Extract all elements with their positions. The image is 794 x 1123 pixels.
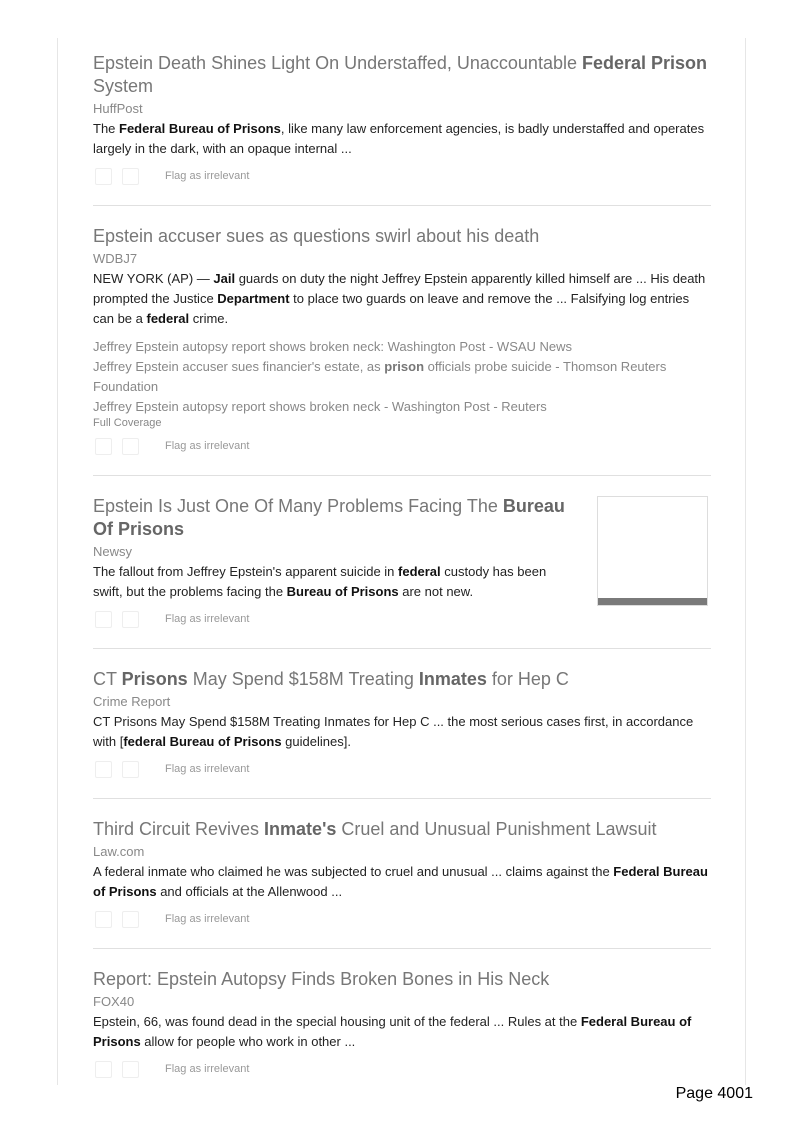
- snippet-text: CT Prisons May Spend $158M Treating Inmates for Hep C ... the most serious cases first, in accordance with [: [93, 714, 694, 749]
- article-title-link[interactable]: [93, 52, 711, 98]
- highlighted-term: Department: [217, 291, 290, 306]
- article-actions: [93, 759, 711, 779]
- highlighted-term: Federal Bureau of Prisons: [93, 1014, 692, 1049]
- highlighted-term: Jail: [213, 271, 236, 286]
- alert-article: [93, 52, 711, 205]
- snippet-text: and officials at the Allenwood ...: [156, 884, 343, 899]
- source-name: Newsy: [93, 544, 133, 559]
- title-text[interactable]: Cruel and Unusual Punishment Lawsuit: [336, 819, 657, 839]
- highlighted-term[interactable]: Inmate's: [264, 819, 337, 839]
- highlighted-term[interactable]: Bureau Of Prisons: [93, 496, 565, 539]
- title-text[interactable]: Report: Epstein Autopsy Finds Broken Bones in His Neck: [93, 969, 550, 989]
- title-text[interactable]: May Spend $158M Treating: [187, 669, 419, 689]
- flag-as-irrelevant-link[interactable]: Flag as irrelevant: [165, 170, 250, 182]
- full-coverage-link[interactable]: Full Coverage: [93, 417, 162, 429]
- alert-article: [93, 475, 711, 648]
- related-text[interactable]: Jeffrey Epstein accuser sues financier's estate, as: [93, 359, 385, 374]
- source-name: FOX40: [93, 994, 135, 1009]
- highlighted-term[interactable]: Inmates: [418, 669, 487, 689]
- article-snippet: [93, 862, 711, 902]
- flag-as-irrelevant-link[interactable]: Flag as irrelevant: [165, 440, 250, 452]
- highlighted-term: federal Bureau of Prisons: [123, 734, 282, 749]
- source-name: WDBJ7: [93, 251, 138, 266]
- snippet-text: The fallout from Jeffrey Epstein's apparent suicide in: [93, 564, 399, 579]
- highlighted-term: federal: [146, 311, 190, 326]
- article-title-link[interactable]: [93, 968, 711, 991]
- title-text[interactable]: Epstein accuser sues as questions swirl about his death: [93, 226, 540, 246]
- twitter-share-icon[interactable]: [122, 438, 139, 455]
- twitter-share-icon[interactable]: [122, 761, 139, 778]
- twitter-share-icon[interactable]: [122, 1061, 139, 1078]
- highlighted-term[interactable]: prison: [384, 359, 425, 374]
- alert-article-list: [93, 52, 711, 1098]
- article-actions: [93, 1059, 711, 1079]
- snippet-text: NEW YORK (AP) —: [93, 271, 214, 286]
- twitter-share-icon[interactable]: [122, 911, 139, 928]
- title-text[interactable]: System: [93, 76, 154, 96]
- facebook-share-icon[interactable]: [95, 911, 112, 928]
- snippet-text: custody has been swift, but the problems facing the: [93, 564, 547, 599]
- snippet-text: allow for people who work in other ...: [140, 1034, 356, 1049]
- highlighted-term[interactable]: Federal Prison: [581, 53, 708, 73]
- article-title-link[interactable]: [93, 818, 711, 841]
- title-text[interactable]: for Hep C: [486, 669, 569, 689]
- facebook-share-icon[interactable]: [95, 168, 112, 185]
- article-title-link[interactable]: [93, 668, 711, 691]
- highlighted-term: federal: [398, 564, 441, 579]
- title-text[interactable]: Epstein Is Just One Of Many Problems Facing The: [93, 496, 503, 516]
- article-actions: [93, 166, 711, 186]
- article-snippet: [93, 269, 711, 329]
- flag-as-irrelevant-link[interactable]: Flag as irrelevant: [165, 913, 250, 925]
- article-title-link[interactable]: [93, 225, 711, 248]
- snippet-text: , like many law enforcement agencies, is badly understaffed and operates largely in the dark, with an opaque internal ...: [93, 121, 705, 156]
- article-snippet: [93, 712, 711, 752]
- source-name: Law.com: [93, 844, 145, 859]
- source-name: Crime Report: [93, 694, 171, 709]
- related-text[interactable]: Jeffrey Epstein autopsy report shows broken neck - Washington Post - Reuters: [93, 399, 547, 414]
- article-thumbnail[interactable]: [597, 496, 708, 606]
- highlighted-term[interactable]: Prisons: [121, 669, 188, 689]
- facebook-share-icon[interactable]: [95, 611, 112, 628]
- highlighted-term: Bureau of Prisons: [286, 584, 399, 599]
- highlighted-term: Federal Bureau of Prisons: [119, 121, 281, 136]
- page-number: Page 4001: [675, 1085, 753, 1102]
- article-actions: [93, 609, 711, 629]
- article-snippet: [93, 119, 711, 159]
- facebook-share-icon[interactable]: [95, 761, 112, 778]
- snippet-text: are not new.: [398, 584, 474, 599]
- snippet-text: crime.: [189, 311, 229, 326]
- facebook-share-icon[interactable]: [95, 1061, 112, 1078]
- title-text[interactable]: Third Circuit Revives: [93, 819, 265, 839]
- related-article-link[interactable]: [93, 397, 711, 417]
- related-text[interactable]: officials probe suicide - Thomson Reuters Foundation: [93, 359, 667, 394]
- alert-article: [93, 948, 711, 1098]
- related-text[interactable]: Jeffrey Epstein autopsy report shows broken neck: Washington Post - WSAU News: [93, 339, 573, 354]
- related-article-link[interactable]: [93, 357, 711, 397]
- snippet-text: The: [93, 121, 120, 136]
- highlighted-term: Federal Bureau of Prisons: [93, 864, 708, 899]
- article-snippet: [93, 1012, 711, 1052]
- related-coverage: [93, 337, 711, 417]
- flag-as-irrelevant-link[interactable]: Flag as irrelevant: [165, 763, 250, 775]
- snippet-text: to place two guards on leave and remove the ... Falsifying log entries can be a: [93, 291, 690, 326]
- related-article-link[interactable]: [93, 337, 711, 357]
- facebook-share-icon[interactable]: [95, 438, 112, 455]
- article-actions: [93, 909, 711, 929]
- snippet-text: Epstein, 66, was found dead in the special housing unit of the federal ... Rules at the: [93, 1014, 581, 1029]
- article-actions: [93, 436, 711, 456]
- flag-as-irrelevant-link[interactable]: Flag as irrelevant: [165, 613, 250, 625]
- thumbnail-image-bar: [598, 598, 707, 605]
- flag-as-irrelevant-link[interactable]: Flag as irrelevant: [165, 1063, 250, 1075]
- title-text[interactable]: Epstein Death Shines Light On Understaffed, Unaccountable: [93, 53, 582, 73]
- twitter-share-icon[interactable]: [122, 168, 139, 185]
- snippet-text: A federal inmate who claimed he was subjected to cruel and unusual ... claims against the: [93, 864, 614, 879]
- title-text[interactable]: CT: [93, 669, 122, 689]
- alert-article: [93, 648, 711, 798]
- twitter-share-icon[interactable]: [122, 611, 139, 628]
- snippet-text: guidelines].: [281, 734, 351, 749]
- source-name: HuffPost: [93, 101, 143, 116]
- alert-article: [93, 798, 711, 948]
- snippet-text: guards on duty the night Jeffrey Epstein apparently killed himself are ... His death prompted the Justice: [93, 271, 706, 306]
- alert-article: [93, 205, 711, 475]
